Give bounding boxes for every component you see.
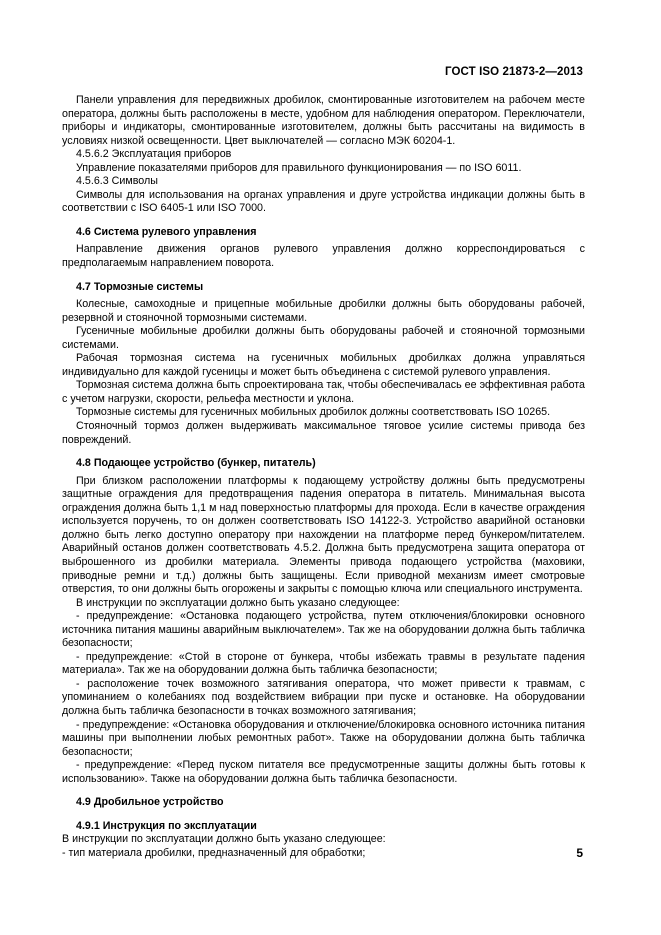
subsection-title: 4.5.6.2 Эксплуатация приборов: [76, 148, 232, 161]
subsection-title: 4.5.6.3 Символы: [76, 175, 158, 188]
paragraph: Стояночный тормоз должен выдерживать максимальное тяговое усилие системы привода без повреждений.: [62, 420, 585, 446]
paragraph: В инструкции по эксплуатации должно быть указано следующее:: [62, 833, 386, 846]
document-code: ГОСТ ISO 21873-2—2013: [445, 66, 583, 78]
page-number: 5: [576, 846, 583, 860]
list-item: - предупреждение: «Перед пуском питателя все предусмотренные защиты должны быть готовы к использованию». Также на оборудовании должна быть табличка безопасности.: [62, 759, 585, 785]
list-item: - расположение точек возможного затягивания оператора, что может привести к травмам, с упоминанием о колебаниях под воздействием вибрации при пуске и остановке. На оборудовании должна быть табличка безопасности в точках возможного затягивания;: [62, 677, 585, 717]
list-item: - тип материала дробилки, предназначенный для обработки;: [62, 846, 366, 859]
paragraph: Тормозная система должна быть спроектирована так, чтобы обеспечивалась ее эффективная работа с учетом нагрузки, скорости, рельефа местности и уклона.: [62, 379, 585, 405]
paragraph: Панели управления для передвижных дробилок, смонтированные изготовителем на рабочем месте оператора, должны быть расположены в месте, удобном для наблюдения оператором. Переключатели, приборы и индикаторы, смонтированные изготовителем, должны быть рассчитаны на видимость в условиях низкой освещенности. Цвет выключателей — согласно МЭК 60204-1.: [62, 94, 585, 147]
list-item: - предупреждение: «Остановка подающего устройства, путем отключения/блокировки основного источника питания машины аварийным выключателем». Так же на оборудовании должна быть табличка безопасности;: [62, 610, 585, 650]
list-item: - предупреждение: «Стой в стороне от бункера, чтобы избежать травмы в результате падения материала». Так же на оборудовании должна быть табличка безопасности;: [62, 650, 585, 677]
section-heading: 4.6 Система рулевого управления: [76, 225, 257, 238]
paragraph: Тормозные системы для гусеничных мобильных дробилок должны соответствовать ISO 10265.: [76, 406, 551, 419]
paragraph: При близком расположении платформы к подающему устройству должны быть предусмотрены защитные ограждения для предотвращения падения оператора в питатель. Минимальная высота ограждения должна быть 1,1 м над поверхностью платформы для прохода. Если в качестве ограждения используется поручень, то он должен соответствовать ISO 14122-3. Устройство аварийной остановки должно быть легко доступно оператору при нахождении на платформе перед бункером/питателем. Аварийный останов должен соответствовать 4.5.2. Должна быть предусмотрена защита оператора от выброшенного из дробилки материала. Элементы привода подающего устройства (маховики, приводные ремни и т.д.) должны быть защищены. Если приводной механизм имеет смотровые отверстия, то они должны быть огорожены и закрыты с помощью ключа или специального инструмента.: [62, 474, 585, 596]
paragraph: Символы для использования на органах управления и друге устройства индикации должны быть в соответствии с ISO 6405-1 или ISO 7000.: [62, 188, 585, 215]
section-heading: 4.8 Подающее устройство (бункер, питатель): [76, 457, 316, 470]
section-heading: 4.9 Дробильное устройство: [76, 796, 224, 809]
paragraph: Управление показателями приборов для правильного функционирования — по ISO 6011.: [76, 161, 522, 174]
list-item: - предупреждение: «Остановка оборудования и отключение/блокировка основного источника питания машины при выполнении любых ремонтных работ». Также на оборудовании должна быть табличка безопасности;: [62, 718, 585, 758]
subsection-heading: 4.9.1 Инструкция по эксплуатации: [76, 819, 257, 832]
paragraph: Гусеничные мобильные дробилки должны быть оборудованы рабочей и стояночной тормозными системами.: [62, 325, 585, 351]
paragraph: Рабочая тормозная система на гусеничных мобильных дробилках должна управляться индивидуально для каждой гусеницы и может быть объединена с системой рулевого управления.: [62, 352, 585, 378]
paragraph: В инструкции по эксплуатации должно быть указано следующее:: [76, 596, 400, 609]
document-body: [62, 94, 585, 860]
paragraph: Направление движения органов рулевого управления должно корреспондироваться с предполагаемым направлением поворота.: [62, 243, 585, 270]
section-heading: 4.7 Тормозные системы: [76, 280, 204, 293]
paragraph: Колесные, самоходные и прицепные мобильные дробилки должны быть оборудованы рабочей, резервной и стояночной тормозными системами.: [62, 298, 585, 324]
